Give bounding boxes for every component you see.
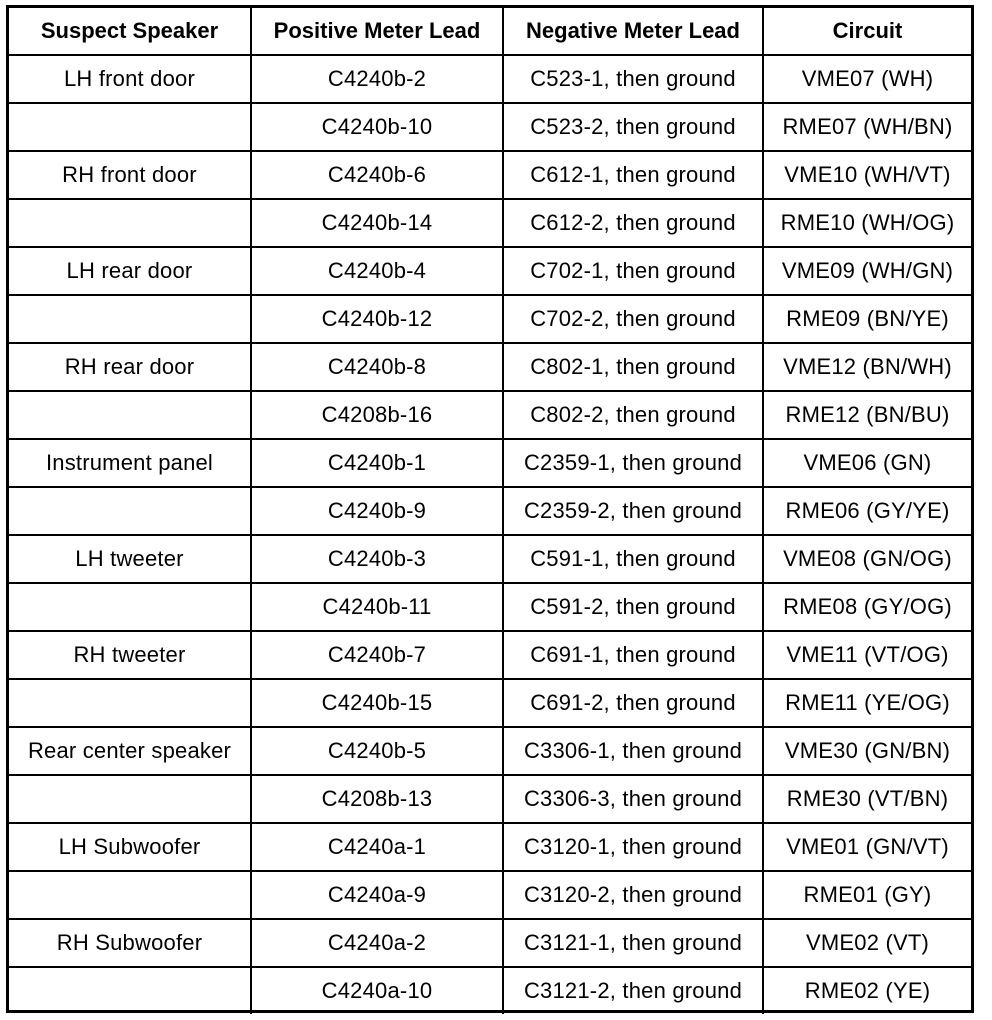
cell-positive-meter-lead: C4240b-2 (251, 55, 503, 103)
cell-positive-meter-lead: C4240b-4 (251, 247, 503, 295)
cell-negative-meter-lead: C702-1, then ground (503, 247, 763, 295)
cell-suspect-speaker (9, 775, 251, 823)
cell-negative-meter-lead: C2359-2, then ground (503, 487, 763, 535)
cell-negative-meter-lead: C691-1, then ground (503, 631, 763, 679)
cell-positive-meter-lead: C4240a-9 (251, 871, 503, 919)
cell-circuit: VME08 (GN/OG) (763, 535, 971, 583)
table-header (9, 8, 971, 55)
cell-circuit: RME10 (WH/OG) (763, 199, 971, 247)
cell-circuit: VME09 (WH/GN) (763, 247, 971, 295)
cell-positive-meter-lead: C4240b-3 (251, 535, 503, 583)
cell-suspect-speaker: LH tweeter (9, 535, 251, 583)
cell-suspect-speaker (9, 583, 251, 631)
cell-circuit: VME07 (WH) (763, 55, 971, 103)
cell-suspect-speaker: RH front door (9, 151, 251, 199)
cell-negative-meter-lead: C591-2, then ground (503, 583, 763, 631)
table-row (9, 727, 971, 775)
cell-suspect-speaker: LH front door (9, 55, 251, 103)
cell-circuit: VME11 (VT/OG) (763, 631, 971, 679)
cell-circuit: VME01 (GN/VT) (763, 823, 971, 871)
cell-circuit: RME30 (VT/BN) (763, 775, 971, 823)
cell-suspect-speaker (9, 103, 251, 151)
cell-circuit: RME06 (GY/YE) (763, 487, 971, 535)
header-positive-meter-lead: Positive Meter Lead (251, 8, 503, 55)
cell-suspect-speaker (9, 679, 251, 727)
speaker-circuit-table-frame (6, 5, 974, 1013)
cell-circuit: RME08 (GY/OG) (763, 583, 971, 631)
table-row (9, 103, 971, 151)
cell-positive-meter-lead: C4208b-13 (251, 775, 503, 823)
cell-suspect-speaker: RH tweeter (9, 631, 251, 679)
cell-positive-meter-lead: C4240b-6 (251, 151, 503, 199)
cell-positive-meter-lead: C4240b-8 (251, 343, 503, 391)
cell-circuit: RME07 (WH/BN) (763, 103, 971, 151)
table-row (9, 343, 971, 391)
cell-negative-meter-lead: C802-1, then ground (503, 343, 763, 391)
cell-suspect-speaker (9, 199, 251, 247)
cell-suspect-speaker: Instrument panel (9, 439, 251, 487)
cell-negative-meter-lead: C612-2, then ground (503, 199, 763, 247)
cell-suspect-speaker (9, 295, 251, 343)
cell-circuit: RME01 (GY) (763, 871, 971, 919)
speaker-circuit-table (9, 8, 971, 1014)
table-row (9, 679, 971, 727)
cell-circuit: VME06 (GN) (763, 439, 971, 487)
cell-positive-meter-lead: C4240b-7 (251, 631, 503, 679)
cell-positive-meter-lead: C4240a-1 (251, 823, 503, 871)
table-row (9, 631, 971, 679)
cell-circuit: RME09 (BN/YE) (763, 295, 971, 343)
cell-positive-meter-lead: C4240b-15 (251, 679, 503, 727)
table-body (9, 55, 971, 1014)
cell-positive-meter-lead: C4240a-2 (251, 919, 503, 967)
cell-suspect-speaker: RH Subwoofer (9, 919, 251, 967)
table-row (9, 199, 971, 247)
cell-negative-meter-lead: C591-1, then ground (503, 535, 763, 583)
table-row (9, 535, 971, 583)
cell-suspect-speaker (9, 871, 251, 919)
header-row (9, 8, 971, 55)
cell-positive-meter-lead: C4240b-12 (251, 295, 503, 343)
cell-positive-meter-lead: C4240b-14 (251, 199, 503, 247)
cell-positive-meter-lead: C4240b-5 (251, 727, 503, 775)
table-row (9, 439, 971, 487)
cell-negative-meter-lead: C691-2, then ground (503, 679, 763, 727)
table-row (9, 55, 971, 103)
cell-positive-meter-lead: C4240b-1 (251, 439, 503, 487)
cell-suspect-speaker: Rear center speaker (9, 727, 251, 775)
cell-negative-meter-lead: C3120-1, then ground (503, 823, 763, 871)
cell-suspect-speaker: LH rear door (9, 247, 251, 295)
cell-negative-meter-lead: C802-2, then ground (503, 391, 763, 439)
cell-negative-meter-lead: C702-2, then ground (503, 295, 763, 343)
cell-circuit: VME10 (WH/VT) (763, 151, 971, 199)
table-row (9, 823, 971, 871)
cell-suspect-speaker (9, 487, 251, 535)
table-row (9, 295, 971, 343)
cell-suspect-speaker (9, 967, 251, 1014)
cell-positive-meter-lead: C4208b-16 (251, 391, 503, 439)
cell-circuit: RME12 (BN/BU) (763, 391, 971, 439)
cell-negative-meter-lead: C612-1, then ground (503, 151, 763, 199)
cell-circuit: RME11 (YE/OG) (763, 679, 971, 727)
header-suspect-speaker: Suspect Speaker (9, 8, 251, 55)
cell-negative-meter-lead: C523-1, then ground (503, 55, 763, 103)
table-row (9, 151, 971, 199)
cell-negative-meter-lead: C2359-1, then ground (503, 439, 763, 487)
cell-circuit: RME02 (YE) (763, 967, 971, 1014)
cell-negative-meter-lead: C3121-2, then ground (503, 967, 763, 1014)
cell-negative-meter-lead: C523-2, then ground (503, 103, 763, 151)
cell-positive-meter-lead: C4240a-10 (251, 967, 503, 1014)
cell-negative-meter-lead: C3306-3, then ground (503, 775, 763, 823)
cell-circuit: VME12 (BN/WH) (763, 343, 971, 391)
header-circuit: Circuit (763, 8, 971, 55)
cell-circuit: VME30 (GN/BN) (763, 727, 971, 775)
table-row (9, 871, 971, 919)
cell-suspect-speaker: RH rear door (9, 343, 251, 391)
cell-circuit: VME02 (VT) (763, 919, 971, 967)
cell-negative-meter-lead: C3120-2, then ground (503, 871, 763, 919)
table-row (9, 487, 971, 535)
table-row (9, 247, 971, 295)
table-row (9, 391, 971, 439)
cell-positive-meter-lead: C4240b-11 (251, 583, 503, 631)
cell-suspect-speaker: LH Subwoofer (9, 823, 251, 871)
cell-negative-meter-lead: C3121-1, then ground (503, 919, 763, 967)
cell-positive-meter-lead: C4240b-10 (251, 103, 503, 151)
cell-negative-meter-lead: C3306-1, then ground (503, 727, 763, 775)
table-row (9, 775, 971, 823)
cell-suspect-speaker (9, 391, 251, 439)
header-negative-meter-lead: Negative Meter Lead (503, 8, 763, 55)
table-row (9, 919, 971, 967)
cell-positive-meter-lead: C4240b-9 (251, 487, 503, 535)
table-row (9, 583, 971, 631)
table-row (9, 967, 971, 1014)
